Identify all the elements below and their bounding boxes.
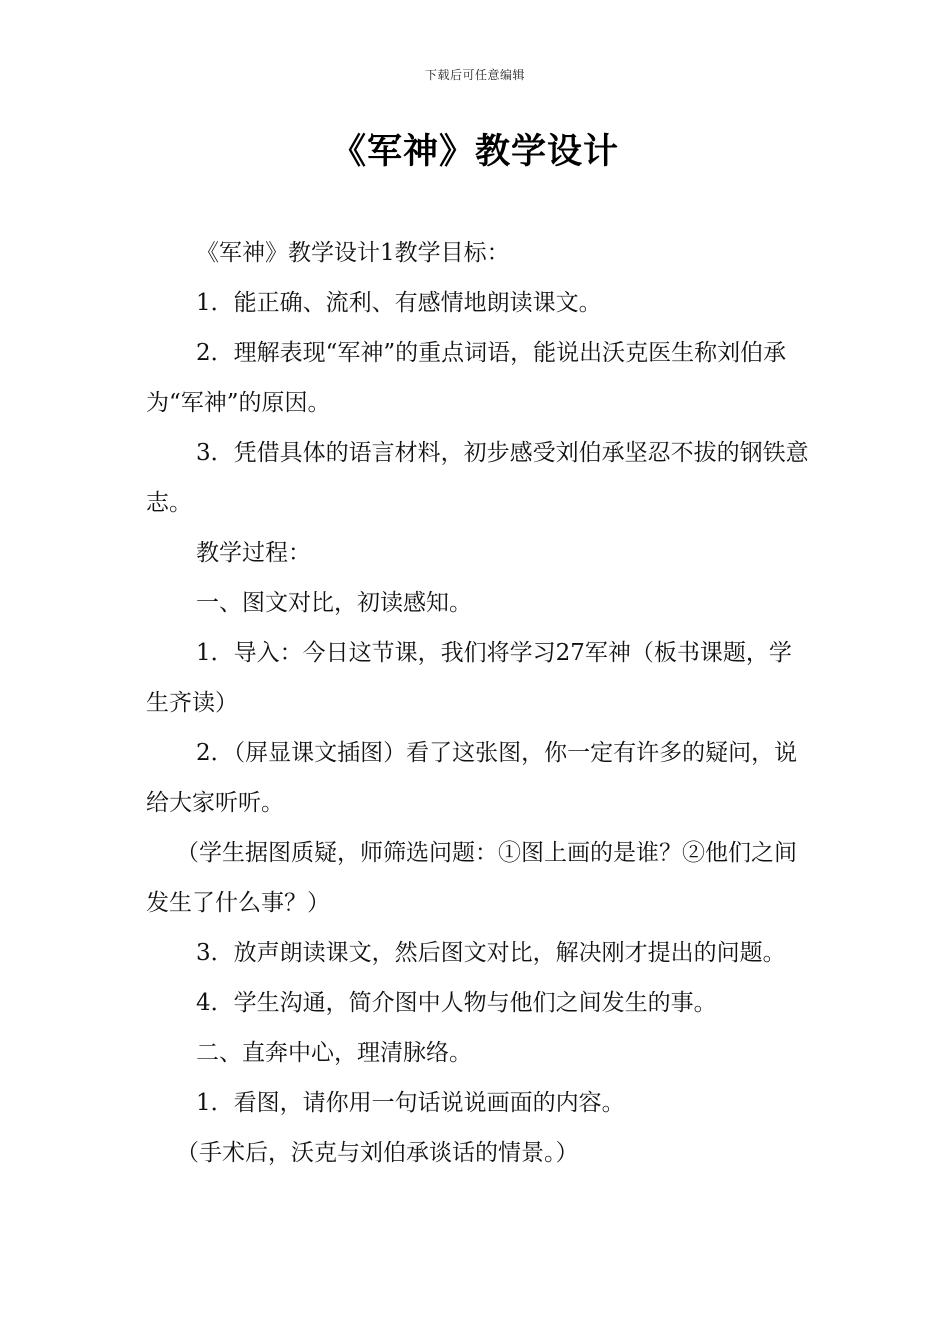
paragraph-step-4: 4．学生沟通，简介图中人物与他们之间发生的事。 [196, 990, 717, 1016]
paragraph-process-heading: 教学过程： [196, 540, 311, 566]
paragraph-section-2-step-1: 1．看图，请你用一句话说说画面的内容。 [196, 1090, 625, 1116]
paragraph-objectives-heading: 《军神》教学设计1教学目标： [196, 240, 510, 266]
document-title: 《军神》教学设计 [330, 132, 619, 172]
document-body [146, 228, 811, 1178]
paragraph-step-2: 2．（屏显课文插图）看了这张图，你一定有许多的疑问，说给大家听听。 [146, 740, 798, 816]
paragraph-objective-2: 2．理解表现“军神”的重点词语，能说出沃克医生称刘伯承为“军神”的原因。 [146, 340, 787, 416]
paragraph-objective-3: 3．凭借具体的语言材料，初步感受刘伯承坚忍不拔的钢铁意志。 [146, 440, 809, 516]
paragraph-objective-1: 1．能正确、流利、有感情地朗读课文。 [196, 290, 602, 316]
paragraph-section-1-heading: 一、图文对比，初读感知。 [196, 590, 472, 616]
paragraph-section-2-step-1-note: （手术后，沃克与刘伯承谈话的情景。） [176, 1140, 579, 1166]
paragraph-step-1: 1．导入：今日这节课，我们将学习27军神（板书课题，学生齐读） [146, 640, 792, 716]
paragraph-section-2-heading: 二、直奔中心，理清脉络。 [196, 1040, 472, 1066]
page-header-note: 下载后可任意编辑 [424, 68, 525, 82]
paragraph-step-3: 3．放声朗读课文，然后图文对比，解决刚才提出的问题。 [196, 940, 786, 966]
paragraph-step-2-note: （学生据图质疑，师筛选问题：①图上画的是谁？②他们之间发生了什么事？） [146, 840, 797, 916]
